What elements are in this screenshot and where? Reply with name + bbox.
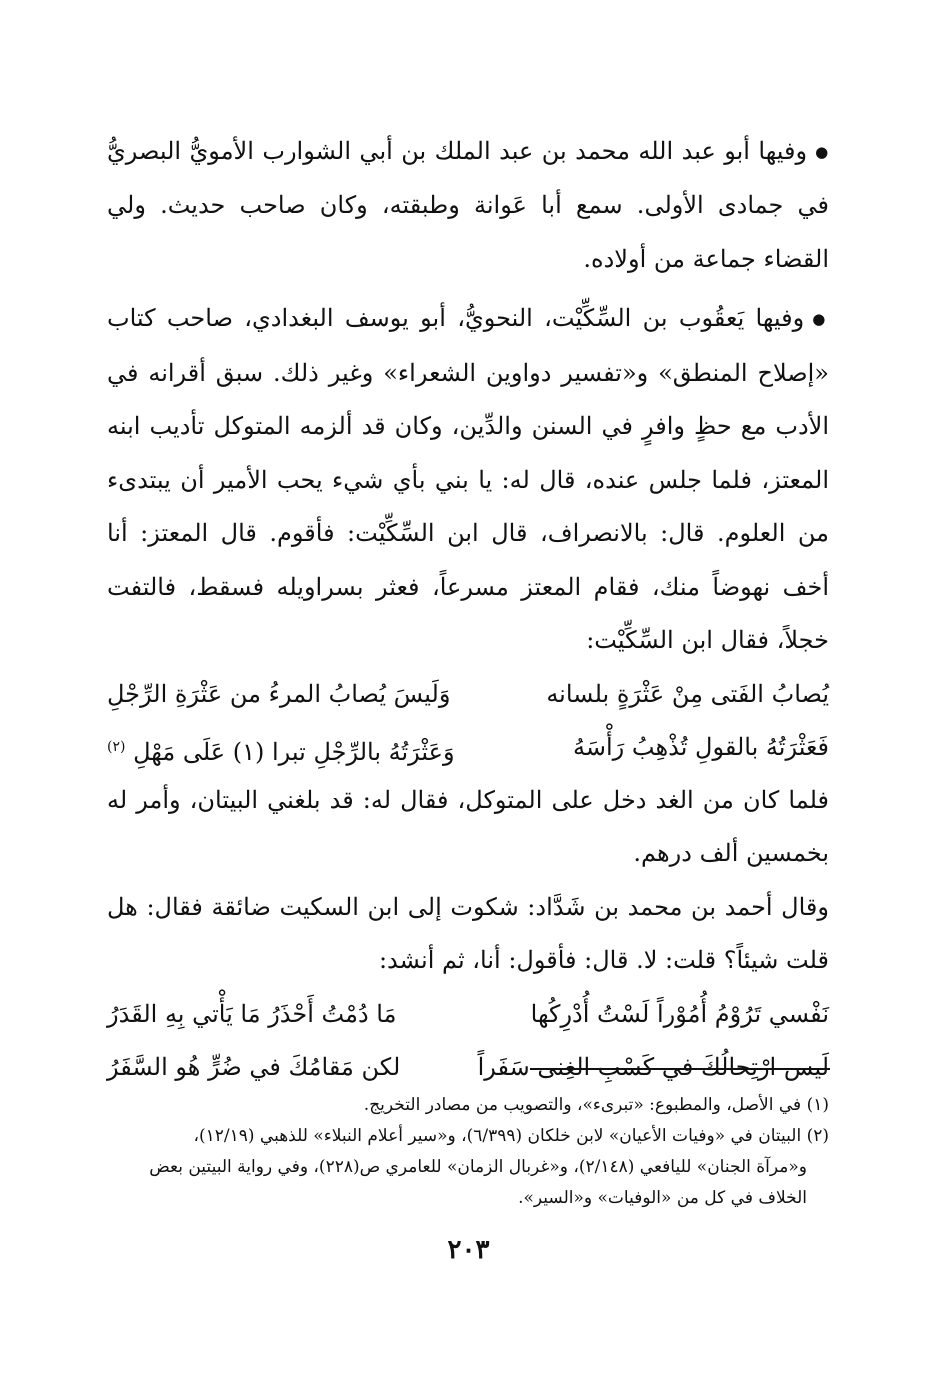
paragraph-3: فلما كان من الغد دخل على المتوكل، فقال له: قد بلغني البيتان، وأمر له بخمسين ألف درهم. [107, 785, 829, 867]
footnote-1: (١) في الأصل، والمطبوع: «تبرىء»، والتصويب من مصادر التخريج. [363, 1095, 829, 1115]
verse-hemistich-first: يُصابُ الفَتى مِنْ عَثْرَةٍ بلسانه [546, 679, 829, 708]
paragraph-4: وقال أحمد بن محمد بن شَدَّاد: شكوت إلى ابن السكيت ضائقة فقال: هل قلت شيئاً؟ قلت: لا. قال: فأقول: أنا، ثم أنشد: [107, 892, 829, 974]
verse-hemistich-first: لَيس ارْتِحالُكَ في كَسْبِ الغِنى سَفَراً [477, 1052, 829, 1081]
verse-hemistich-first: نَفْسي تَرُوْمُ أُمُوْراً لَسْتُ أُدْرِكُها [530, 999, 829, 1028]
page-number: ٢٠٣ [447, 1235, 490, 1265]
bullet-icon: ● [812, 310, 829, 328]
footnote-2-continued: و«مرآة الجنان» لليافعي (٢/١٤٨)، و«غربال الزمان» للعامري ص(٢٢٨)، وفي رواية البيتين بعض الخلاف في كل من «الوفيات» و«السير». [149, 1157, 807, 1208]
verse-hemistich-second: وَعَثْرَتُهُ بالرِّجْلِ تبرا (١) عَلَى مَهْلِ $^{(٢)}$ [107, 737, 455, 766]
footnote-2: (٢) البيتان في «وفيات الأعيان» لابن خلكان (٦/٣٩٩)، و«سير أعلام النبلاء» للذهبي (١٢/١٩)، [193, 1126, 829, 1146]
verse-line-3 [107, 988, 829, 1041]
verse-hemistich-second: وَلَيسَ يُصابُ المرءُ من عَثْرَةِ الرِّجْلِ [107, 679, 451, 708]
verse-hemistich-second: مَا دُمْتُ أَحْذَرُ مَا يَأْتي بِهِ القَدَرُ [107, 999, 397, 1028]
verse-hemistich-first: فَعَثْرَتُهُ بالقولِ تُذْهِبُ رَأْسَهُ [573, 732, 829, 761]
paragraph-1: ●وفيها أبو عبد الله محمد بن عبد الملك بن أبي الشوارب الأمويُّ البصريُّ في جمادى الأولى. سمع أبا عَوانة وطبقته، وكان صاحب حديث. ولي القضاء جماعة من أولاده. [107, 137, 829, 273]
body-text [107, 125, 829, 1094]
bullet-icon: ● [815, 142, 829, 161]
verse-line-2 [107, 721, 829, 774]
footnotes [107, 1090, 829, 1214]
paragraph-2: ●وفيها يَعقُوب بن السِّكِّيْت، النحويُّ، أبو يوسف البغدادي، صاحب كتاب «إصلاح المنطق» و«تفسير دواوين الشعراء» وغير ذلك. سبق أقرانه في الأدب مع حظٍ وافرٍ في السنن والدِّين، وكان قد ألزمه المتوكل تأديب ابنه المعتز، فلما جلس عنده، قال له: يا بني بأي شيء يحب الأمير أن يبتدىء من العلوم. قال: بالانصراف، قال ابن السِّكِّيْت: فأقوم. قال المعتز: أنا أخف نهوضاً منك، فقام المعتز مسرعاً، فعثر بسراويله فسقط، فالتفت خجلاً، فقال ابن السِّكِّيْت: [107, 304, 829, 654]
verse-line-1 [107, 668, 829, 721]
footnote-marker: (٢) [107, 738, 126, 755]
verse-hemistich-second: لكن مَقامُكَ في ضُرٍّ هُو السَّفَرُ [107, 1052, 401, 1081]
verse-line-4 [107, 1041, 829, 1094]
footnote-divider [530, 1068, 830, 1070]
